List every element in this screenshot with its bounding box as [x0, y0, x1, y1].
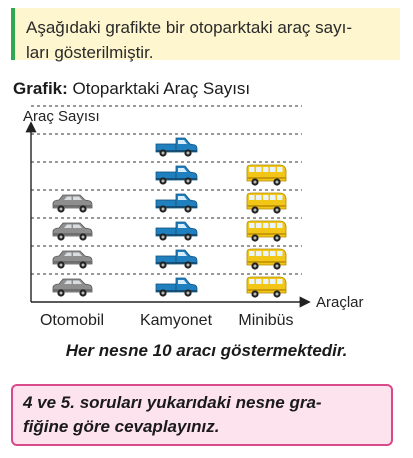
minibus-icon — [247, 221, 286, 242]
intro-box — [11, 8, 400, 60]
graph-title — [13, 79, 250, 99]
car-icon — [53, 251, 92, 269]
car-icon — [53, 223, 92, 241]
category-label-kamyonet: Kamyonet — [139, 312, 213, 329]
y-axis-label: Araç Sayısı — [23, 108, 100, 125]
minibus-icon — [247, 193, 286, 214]
pickup-truck-icon — [156, 138, 197, 157]
minibus-icon — [247, 165, 286, 186]
instruction-text — [23, 391, 383, 439]
category-label-minibüs: Minibüs — [238, 312, 294, 329]
instruction-line-2: fiğine göre cevaplayınız. — [23, 417, 220, 436]
instruction-box — [11, 384, 393, 446]
pickup-truck-icon — [156, 194, 197, 213]
chart-note: Her nesne 10 aracı göstermektedir. — [65, 341, 348, 360]
intro-line-2: ları gösterilmiştir. — [26, 43, 154, 62]
car-icon — [53, 195, 92, 213]
graph-title-text: Otoparktaki Araç Sayısı — [72, 79, 251, 98]
pickup-truck-icon — [156, 166, 197, 185]
x-axis-label: Araçlar — [316, 294, 364, 311]
intro-line-1: Aşağıdaki grafikte bir otoparktaki araç sayı- — [26, 18, 352, 37]
pickup-truck-icon — [156, 222, 197, 241]
category-label-otomobil: Otomobil — [39, 312, 105, 329]
pickup-truck-icon — [156, 250, 197, 269]
pictograph-chart — [0, 100, 413, 332]
instruction-line-1: 4 ve 5. soruları yukarıdaki nesne gra- — [23, 393, 322, 412]
minibus-icon — [247, 249, 286, 270]
pickup-truck-icon — [156, 278, 197, 297]
car-icon — [53, 279, 92, 297]
graph-title-prefix: Grafik: — [13, 79, 68, 98]
minibus-icon — [247, 277, 286, 298]
intro-text — [26, 15, 398, 65]
